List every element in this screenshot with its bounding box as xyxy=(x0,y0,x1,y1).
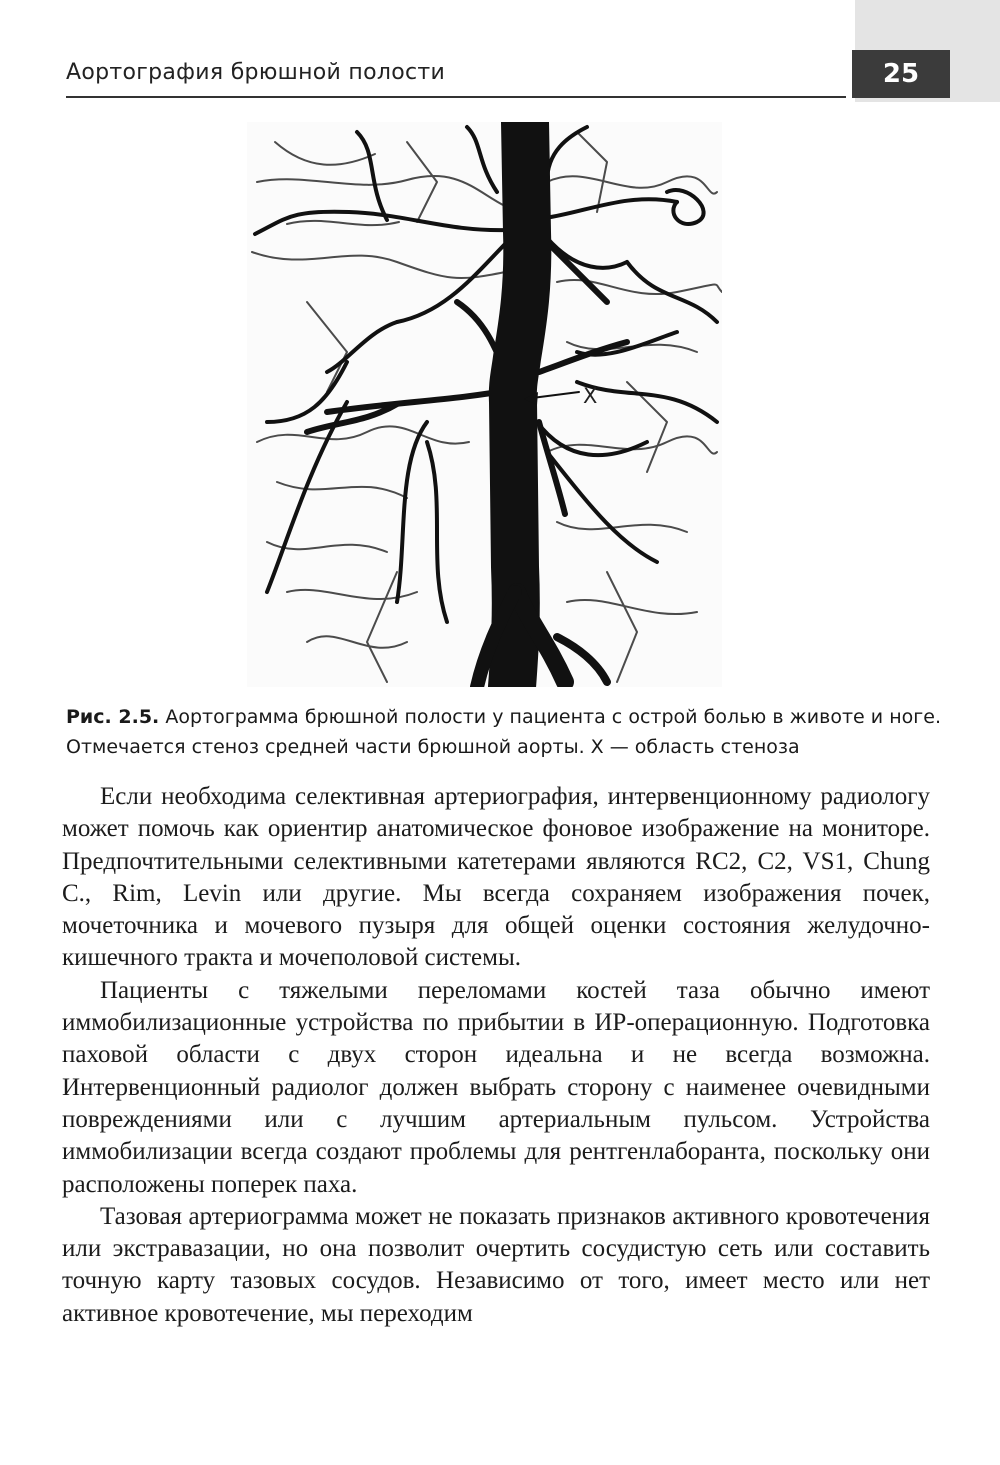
running-title: Аортография брюшной полости xyxy=(66,60,446,85)
aortogram-illustration xyxy=(247,122,722,687)
caption-text: Аортограмма брюшной полости у пациента с острой болью в животе и ноге. Отмечается стеноз средней части брюшной аорты. X — область стеноза xyxy=(66,706,941,758)
aortogram-image xyxy=(247,122,722,687)
body-text xyxy=(62,781,930,1330)
paragraph-3: Тазовая артериограмма может не показать признаков активного кровотечения или экстравазации, но она позволит очертить сосудистую сеть или составить точную карту тазовых сосудов. Независимо от того, имеет место или нет активное кровотечение, мы переходим xyxy=(62,1202,930,1327)
figure-caption xyxy=(66,702,941,762)
header-rule xyxy=(66,96,846,98)
page-number-badge: 25 xyxy=(852,50,950,98)
paragraph-1: Если необходима селективная артериография, интервенционному радиологу может помочь как ориентир анатомическое фоновое изображение на мониторе. Предпочтительными селективными катетерами являются RC2, C2, VS1, Chung C., Rim, Levin или другие. Мы всегда сохраняем изображения почек, мочеточника и мочевого пузыря для общей оценки состояния желудочно-кишечного тракта и мочеполовой системы. xyxy=(62,783,930,972)
stenosis-marker-label: X xyxy=(583,384,598,408)
paragraph-2: Пациенты с тяжелыми переломами костей таза обычно имеют иммобилизационные устройства по прибытии в ИР-операционную. Подготовка паховой области с двух сторон идеальна и не всегда возможна. Интервенционный радиолог должен выбрать сторону с наименее очевидными повреждениями или с лучшим артериальным пульсом. Устройства иммобилизации всегда создают проблемы для рентгенлаборанта, поскольку они расположены поперек паха. xyxy=(62,976,930,1198)
caption-label: Рис. 2.5. xyxy=(66,706,160,728)
